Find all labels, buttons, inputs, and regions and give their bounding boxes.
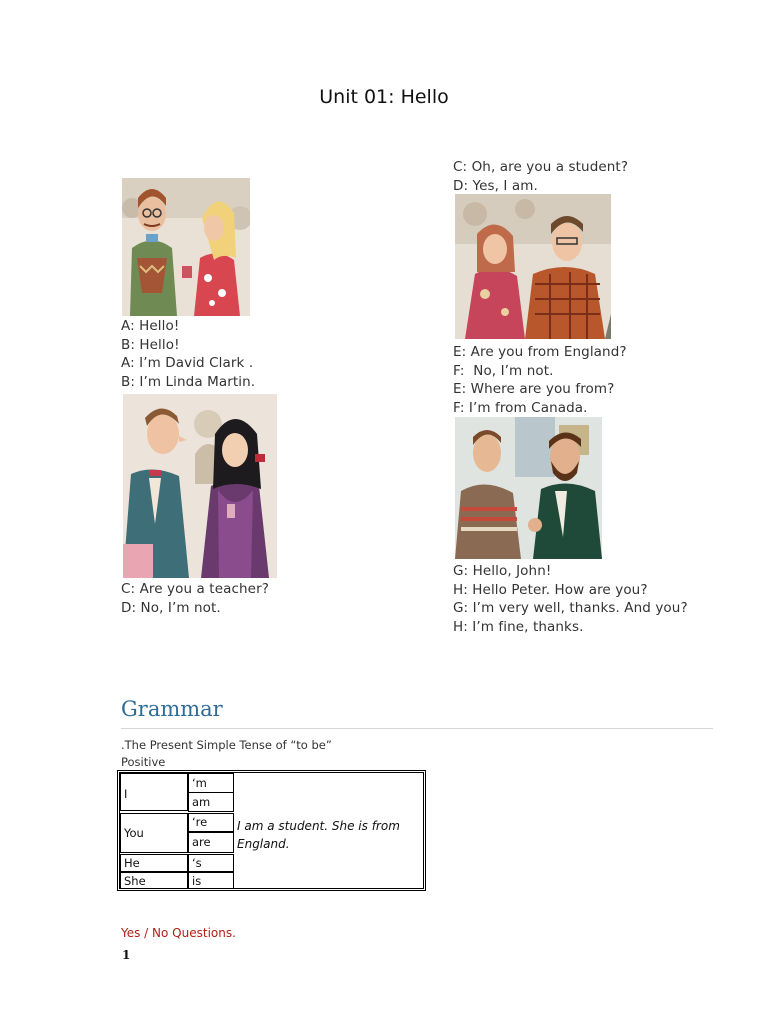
dialogue-line: H: Hello Peter. How are you? bbox=[453, 581, 648, 598]
dialogue-block-introductions bbox=[121, 317, 255, 391]
verb-form-text: ‘s bbox=[192, 856, 202, 870]
verb-form-cell bbox=[188, 813, 234, 832]
dialogue-line: D: No, I’m not. bbox=[121, 599, 221, 616]
dialogue-block-origin bbox=[453, 343, 627, 417]
example-sentence: I am a student. She is from England. bbox=[237, 819, 400, 851]
verb-form-text: is bbox=[192, 874, 202, 888]
grammar-table bbox=[117, 770, 426, 891]
page-title: Unit 01: Hello bbox=[319, 86, 449, 108]
yes-no-questions-heading: Yes / No Questions. bbox=[121, 926, 236, 940]
dialogue-line: C: Oh, are you a student? bbox=[453, 159, 629, 175]
pronoun-text: I bbox=[124, 787, 128, 801]
verb-form-cell bbox=[188, 792, 234, 812]
verb-form-cell bbox=[188, 872, 234, 889]
pronoun-cell bbox=[120, 854, 188, 872]
dialogue-line: A: I’m David Clark . bbox=[121, 355, 254, 371]
dialogue-line: G: I’m very well, thanks. And you? bbox=[453, 600, 688, 616]
dialogue-block-greeting bbox=[453, 562, 688, 636]
verb-form-text: ‘m bbox=[192, 776, 207, 790]
pronoun-cell bbox=[120, 872, 188, 889]
dialogue-line: B: Hello! bbox=[121, 336, 180, 353]
grammar-heading: Grammar bbox=[121, 697, 223, 721]
heading-divider bbox=[121, 728, 713, 729]
page-number: 1 bbox=[122, 948, 131, 962]
dialogue-line: E: Are you from England? bbox=[453, 344, 627, 360]
dialogue-line: D: Yes, I am. bbox=[453, 177, 538, 194]
verb-form-text: are bbox=[192, 835, 211, 849]
illustration-student-question bbox=[455, 194, 611, 339]
pronoun-text: She bbox=[124, 874, 146, 888]
dialogue-line: A: Hello! bbox=[121, 318, 180, 334]
illustration-teacher-question bbox=[123, 394, 277, 578]
verb-form-text: am bbox=[192, 795, 211, 809]
positive-label: Positive bbox=[121, 755, 166, 769]
dialogue-line: G: Hello, John! bbox=[453, 563, 552, 579]
illustration-greeting-friends bbox=[455, 417, 602, 559]
pronoun-cell bbox=[120, 813, 188, 853]
pronoun-text: You bbox=[124, 826, 144, 840]
dialogue-line: F: I’m from Canada. bbox=[453, 399, 588, 416]
verb-form-cell bbox=[188, 832, 234, 853]
dialogue-block-teacher bbox=[121, 580, 269, 617]
dialogue-line: E: Where are you from? bbox=[453, 381, 615, 397]
dialogue-block-student bbox=[453, 158, 628, 195]
grammar-subtitle: .The Present Simple Tense of “to be” bbox=[121, 738, 332, 752]
dialogue-line: H: I’m fine, thanks. bbox=[453, 618, 584, 635]
pronoun-text: He bbox=[124, 856, 140, 870]
verb-form-cell bbox=[188, 773, 234, 793]
pronoun-cell bbox=[120, 773, 188, 811]
illustration-david-and-linda bbox=[122, 178, 250, 316]
dialogue-line: F: No, I’m not. bbox=[453, 362, 554, 379]
verb-form-text: ‘re bbox=[192, 815, 208, 829]
dialogue-line: C: Are you a teacher? bbox=[121, 581, 269, 597]
dialogue-line: B: I’m Linda Martin. bbox=[121, 373, 256, 390]
verb-form-cell bbox=[188, 854, 234, 872]
